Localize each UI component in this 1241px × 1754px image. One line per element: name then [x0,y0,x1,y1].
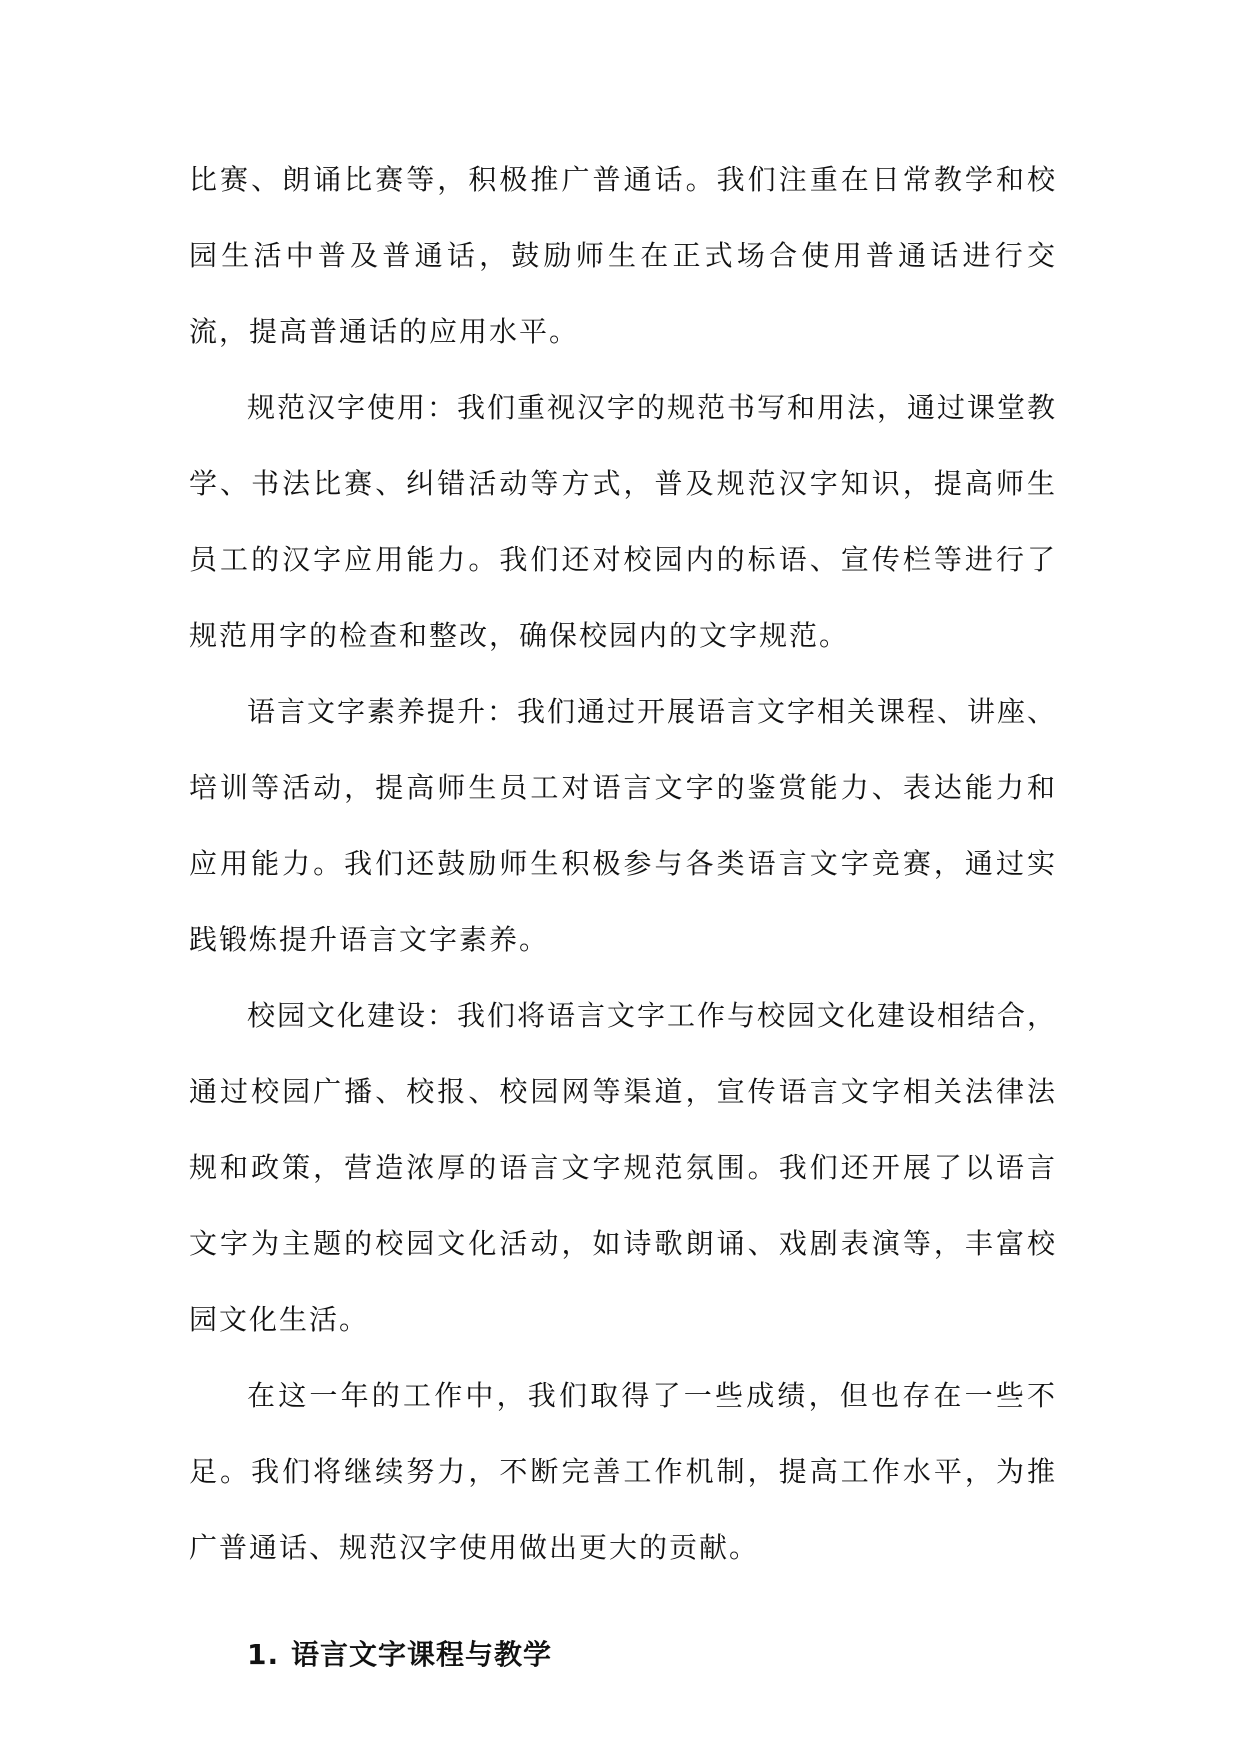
paragraph-standard-characters: 规范汉字使用：我们重视汉字的规范书写和用法，通过课堂教学、书法比赛、纠错活动等方式，普及规范汉字知识，提高师生员工的汉字应用能力。我们还对校园内的标语、宣传栏等进行了规范用字的检查和整改，确保校园内的文字规范。 [189,391,1058,652]
paragraph-campus-culture: 校园文化建设：我们将语言文字工作与校园文化建设相结合，通过校园广播、校报、校园网等渠道，宣传语言文字相关法律法规和政策，营造浓厚的语言文字规范氛围。我们还开展了以语言文字为主题的校园文化活动，如诗歌朗诵、戏剧表演等，丰富校园文化生活。 [189,999,1058,1336]
document-body [189,142,1057,1693]
section-heading [189,1617,1057,1693]
section-heading-text: 语言文字课程与教学 [291,1638,553,1671]
paragraph-literacy-improvement: 语言文字素养提升：我们通过开展语言文字相关课程、讲座、培训等活动，提高师生员工对语言文字的鉴赏能力、表达能力和应用能力。我们还鼓励师生积极参与各类语言文字竞赛，通过实践锻炼提升语言文字素养。 [189,695,1058,956]
paragraph-summary: 在这一年的工作中，我们取得了一些成绩，但也存在一些不足。我们将继续努力，不断完善工作机制，提高工作水平，为推广普通话、规范汉字使用做出更大的贡献。 [189,1379,1057,1564]
section-heading-number: 1. [247,1638,280,1671]
paragraph-continuation: 比赛、朗诵比赛等，积极推广普通话。我们注重在日常教学和校园生活中普及普通话，鼓励师生在正式场合使用普通话进行交流，提高普通话的应用水平。 [189,163,1057,348]
